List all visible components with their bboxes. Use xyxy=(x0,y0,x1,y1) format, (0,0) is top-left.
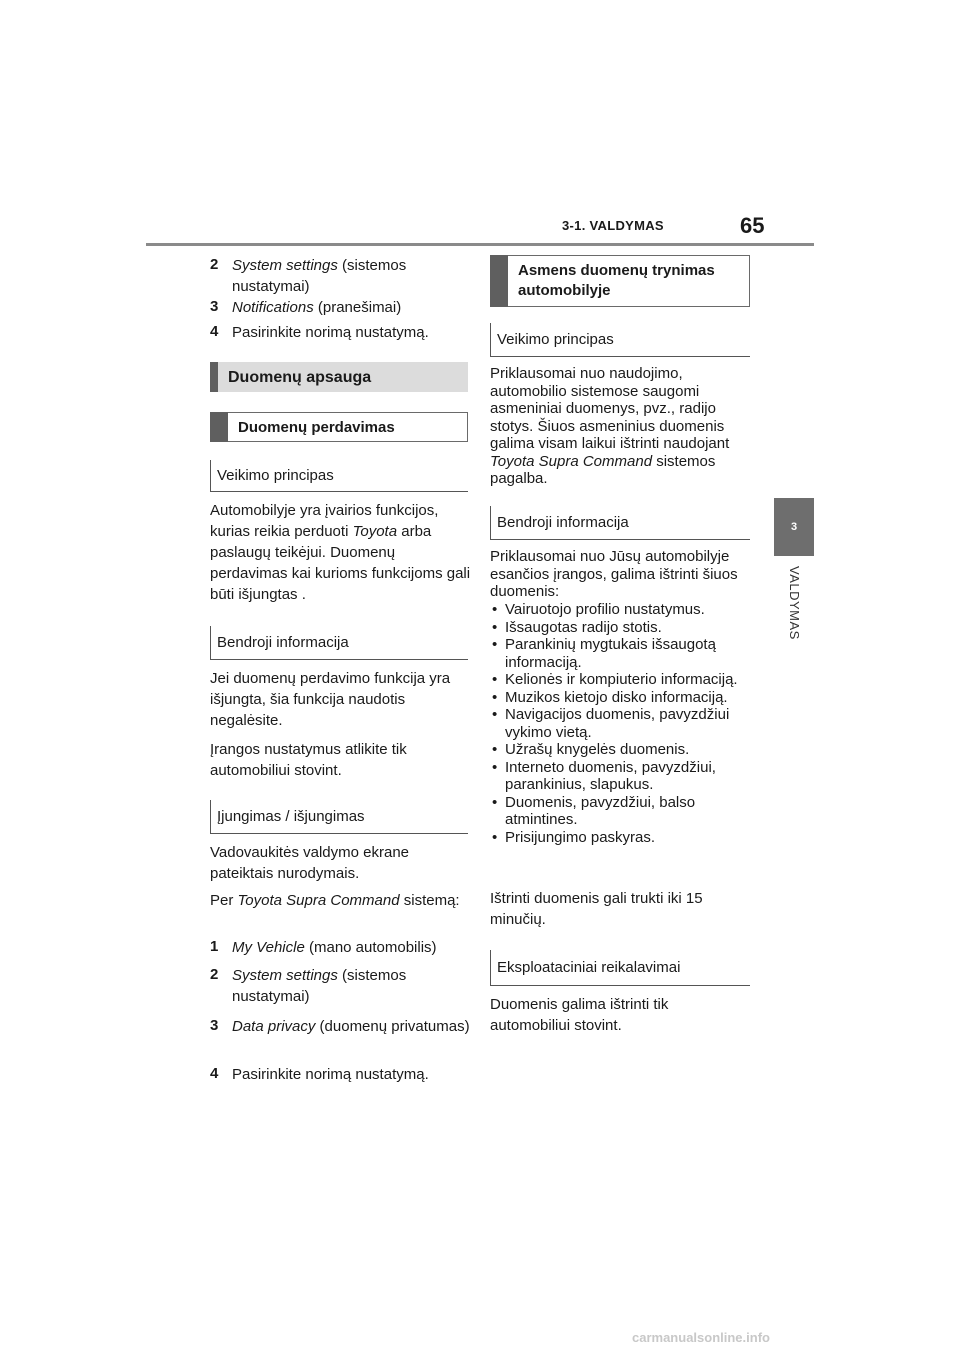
step-3 xyxy=(210,1016,472,1037)
chapter-number: 3 xyxy=(790,521,798,533)
step-number: 4 xyxy=(210,1065,219,1082)
paragraph-via-system xyxy=(210,890,472,911)
text: Automobilyje yra įvairios funkcijos, kurias reikia perduoti xyxy=(210,502,439,540)
text: Priklausomai nuo naudojimo, automobilio sistemose saugomi asmeniniai duomenys, pvz., radijo stotys. Šiuos asmeninius duomenis galima visam laikui ištrinti naudojant xyxy=(490,365,730,452)
minor-heading-principle: Veikimo principas xyxy=(490,323,750,357)
paragraph-personal-data xyxy=(490,365,752,488)
step-text: (duomenų privatumas) xyxy=(315,1018,470,1035)
paragraph-standstill: Duomenis galima ištrinti tik automobiliui stovint. xyxy=(490,996,669,1034)
list-item: • Išsaugotas radijo stotis. xyxy=(490,619,752,637)
page-number: 65 xyxy=(740,213,765,238)
step-text: (sistemos nustatymai) xyxy=(232,257,407,295)
paragraph-follow: Vadovaukitės valdymo ekrane pateiktais nurodymais. xyxy=(210,844,409,882)
step-number: 4 xyxy=(210,323,219,340)
step-text: Pasirinkite norimą nustatymą. xyxy=(232,324,429,341)
step-text: (pranešimai) xyxy=(313,299,402,316)
step-number: 3 xyxy=(210,1017,219,1034)
text: sistemą: xyxy=(399,892,460,909)
text: Per xyxy=(210,892,238,909)
subheading-delete-personal-data: Asmens duomenų trynimas automobilyje xyxy=(490,255,750,307)
minor-heading-general: Bendroji informacija xyxy=(210,626,468,660)
list-item: • Užrašų knygelės duomenis. xyxy=(490,741,752,759)
top-step-3 xyxy=(210,297,472,318)
text: sistemos pagalba. xyxy=(490,452,716,487)
top-step-2 xyxy=(210,255,472,297)
paragraph-functions xyxy=(210,500,472,605)
system-name: Toyota Supra Command xyxy=(237,892,400,909)
minor-heading-onoff: Įjungimas / išjungimas xyxy=(210,800,468,834)
step-number: 2 xyxy=(210,256,219,273)
header-divider xyxy=(146,243,814,246)
chapter-tab xyxy=(774,498,814,556)
list-item: • Prisijungimo paskyras. xyxy=(490,829,752,847)
paragraph-duration: Ištrinti duomenis gali trukti iki 15 minučių. xyxy=(490,890,703,928)
section-title: 3-1. VALDYMAS xyxy=(562,218,664,233)
step-menu-name: System settings xyxy=(232,967,338,984)
step-menu-name: Notifications xyxy=(232,299,314,316)
deletable-data-list xyxy=(490,601,752,846)
heading-data-protection: Duomenų apsauga xyxy=(210,362,468,392)
paragraph-standstill: Įrangos nustatymus atlikite tik automobiliui stovint. xyxy=(210,741,407,779)
list-item: • Interneto duomenis, pavyzdžiui, parankinius, slapukus. xyxy=(490,759,752,794)
step-text: Pasirinkite norimą nustatymą. xyxy=(232,1066,429,1083)
system-name: Toyota Supra Command xyxy=(490,452,653,470)
brand-name: Toyota xyxy=(352,523,398,540)
list-item: • Muzikos kietojo disko informaciją. xyxy=(490,689,752,707)
minor-heading-requirements: Eksploataciniai reikalavimai xyxy=(490,950,750,986)
watermark: carmanualsonline.info xyxy=(632,1330,770,1345)
step-4 xyxy=(210,1064,472,1085)
paragraph-deletable-data: Priklausomai nuo Jūsų automobilyje esančios įrangos, galima ištrinti šiuos duomenis: xyxy=(490,548,738,600)
paragraph-disabled: Jei duomenų perdavimo funkcija yra išjungta, šia funkcija naudotis negalėsite. xyxy=(210,670,451,729)
chapter-label-wrap xyxy=(787,566,801,656)
text: arba paslaugų teikėjui. Duomenų perdavimas kai kurioms funkcijoms gali būti išjungtas . xyxy=(210,523,471,603)
step-number: 3 xyxy=(210,298,219,315)
step-menu-name: System settings xyxy=(232,257,338,274)
step-menu-name: My Vehicle xyxy=(232,939,305,956)
chapter-label: VALDYMAS xyxy=(787,566,802,640)
step-number: 1 xyxy=(210,938,219,955)
minor-heading-principle: Veikimo principas xyxy=(210,460,468,492)
list-item: • Parankinių mygtukais išsaugotą informaciją. xyxy=(490,636,752,671)
list-item: • Kelionės ir kompiuterio informaciją. xyxy=(490,671,752,689)
top-step-4 xyxy=(210,322,472,343)
step-text: (sistemos nustatymai) xyxy=(232,967,407,1005)
step-text: (mano automobilis) xyxy=(304,939,437,956)
step-2 xyxy=(210,965,472,1007)
list-item: • Vairuotojo profilio nustatymus. xyxy=(490,601,752,619)
step-menu-name: Data privacy xyxy=(232,1018,316,1035)
minor-heading-general: Bendroji informacija xyxy=(490,506,750,540)
list-item: • Navigacijos duomenis, pavyzdžiui vykimo vietą. xyxy=(490,706,752,741)
step-1 xyxy=(210,937,472,958)
subheading-data-transfer: Duomenų perdavimas xyxy=(210,412,468,442)
step-number: 2 xyxy=(210,966,219,983)
list-item: • Duomenis, pavyzdžiui, balso atmintines. xyxy=(490,794,752,829)
